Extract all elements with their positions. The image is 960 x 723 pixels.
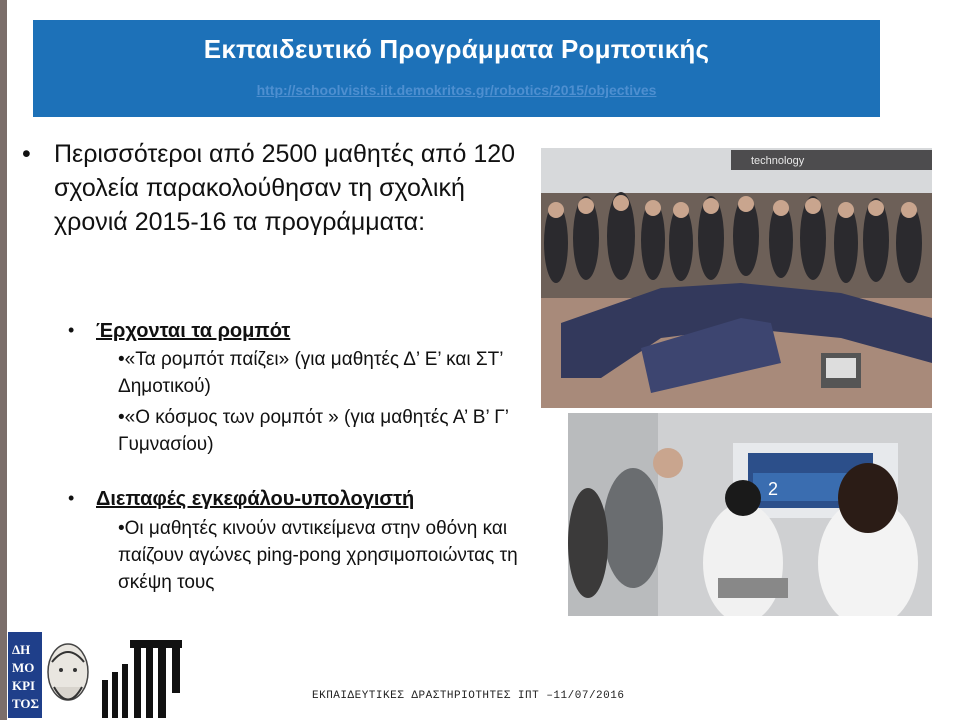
list-item: •Οι μαθητές κινούν αντικείμενα στην οθόνη και παίζουν αγώνες ping-pong χρησιμοποιώντας τη σκέψη τους	[118, 518, 518, 593]
banner-text: technology	[751, 155, 805, 167]
screen-number: 2	[768, 479, 779, 499]
svg-text:ΤΟΣ: ΤΟΣ	[12, 696, 40, 711]
slide-title: Εκπαιδευτικό Προγράμματα Ρομποτικής	[203, 34, 710, 64]
left-accent-bar	[0, 0, 7, 720]
svg-text:ΔΗ: ΔΗ	[12, 642, 31, 657]
section-title: Διεπαφές εγκεφάλου-υπολογιστή	[96, 488, 415, 510]
robot-arena-photo	[541, 148, 932, 408]
bullet-dot: •	[68, 488, 75, 508]
iit-logo	[100, 636, 186, 718]
svg-text:ΜΟ: ΜΟ	[12, 660, 35, 675]
list-item: •«Ο κόσμος των ρομπότ » (για μαθητές Α’ Β’ Γ’ Γυμνασίου)	[118, 407, 509, 455]
bullet-dot: •	[22, 140, 31, 168]
section-title: Έρχονται τα ρομπότ	[96, 320, 291, 342]
main-bullet-text: Περισσότεροι από 2500 μαθητές από 120 σχολεία παρακολούθησαν τη σχολική χρονιά 2015-16 τα προγράμματα:	[54, 140, 516, 236]
slide-footer: ΕΚΠΑΙΔΕΥΤΙΚΕΣ ΔΡΑΣΤΗΡΙΟΤΗΤΕΣ ΙΠΤ –11/07/2016	[312, 690, 625, 702]
demokritos-logo	[8, 632, 94, 718]
slide-header	[33, 20, 880, 117]
svg-text:ΚΡΙ: ΚΡΙ	[12, 678, 36, 693]
list-item: •«Τα ρομπότ παίζει» (για μαθητές Δ’ Ε’ και ΣΤ’ Δημοτικού)	[118, 349, 503, 397]
program-url-link[interactable]: http://schoolvisits.iit.demokritos.gr/robotics/2015/objectives	[256, 82, 657, 98]
bullet-dot: •	[68, 320, 75, 340]
bci-photo	[568, 413, 932, 616]
